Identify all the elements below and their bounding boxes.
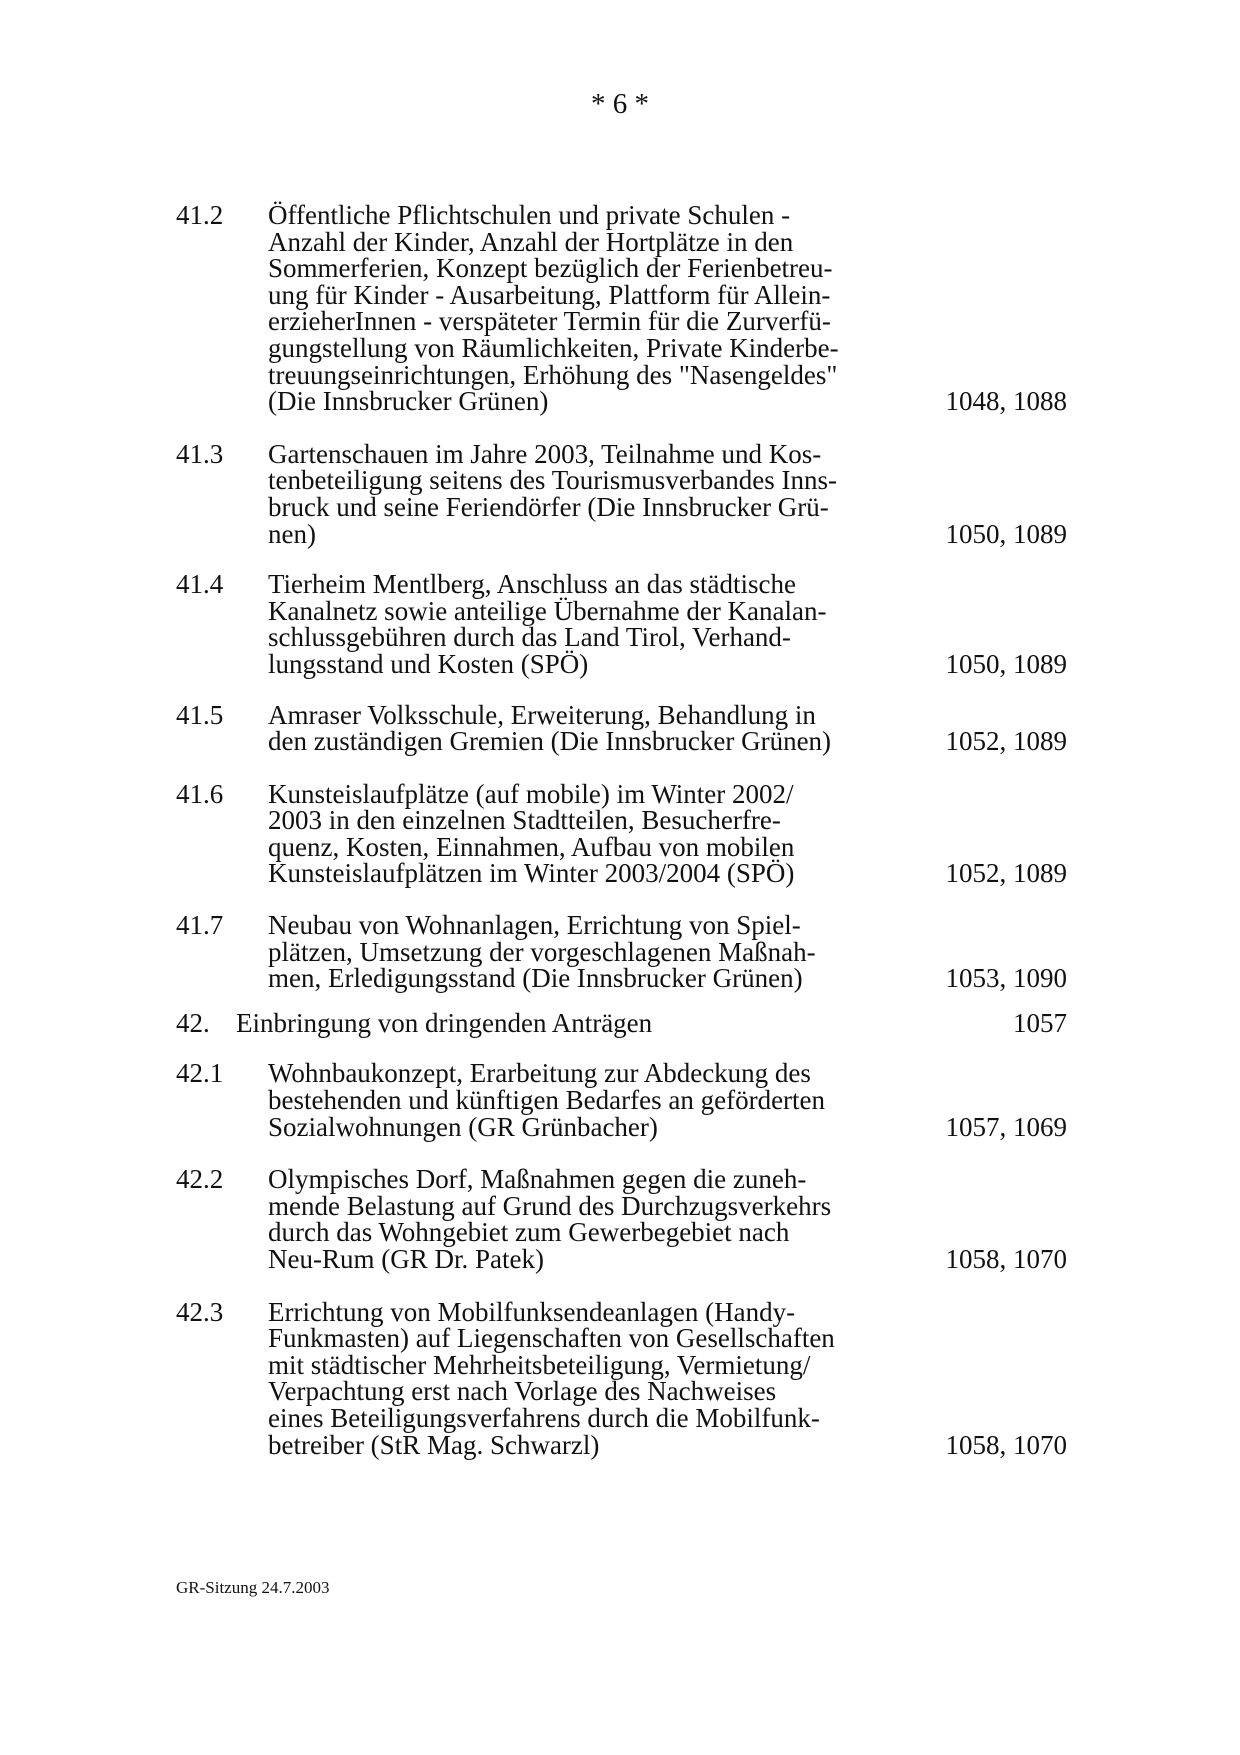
- entry-page-numbers: 1052, 1089: [945, 858, 1067, 889]
- entry-description-line: den zuständigen Gremien (Die Innsbrucker Grünen): [268, 726, 832, 757]
- toc-section-heading: [176, 1007, 1067, 1038]
- entry-description-line: Anzahl der Kinder, Anzahl der Hortplätze in den: [268, 226, 794, 257]
- entry-description-line: men, Erledigungsstand (Die Innsbrucker Grünen): [268, 963, 803, 994]
- entry-page-numbers: 1050, 1089: [945, 648, 1067, 679]
- section-title-text: Einbringung von dringenden Anträgen: [236, 1007, 653, 1038]
- entry-number: 42.2: [176, 1164, 224, 1195]
- toc-entry: [176, 1296, 1067, 1460]
- entry-description-line: gungstellung von Räumlichkeiten, Private Kinderbe-: [268, 332, 839, 363]
- entry-description-line: betreiber (StR Mag. Schwarzl): [268, 1429, 600, 1460]
- entry-description: [268, 1296, 874, 1460]
- entry-description-line: Kunsteislaufplätzen im Winter 2003/2004 (SPÖ): [268, 858, 795, 889]
- table-of-contents: [176, 202, 1067, 1458]
- entry-description-line: plätzen, Umsetzung der vorgeschlagenen Maßnah-: [268, 936, 816, 967]
- entry-description-line: Errichtung von Mobilfunksendeanlagen (Handy-: [268, 1296, 796, 1327]
- entry-description-line: nen): [268, 518, 316, 549]
- toc-entry: [176, 438, 1067, 549]
- entry-description-line: ung für Kinder - Ausarbeitung, Plattform für Allein-: [268, 279, 831, 310]
- entry-description-line: 2003 in den einzelnen Stadtteilen, Besucherfre-: [268, 805, 781, 836]
- entry-number: 41.7: [176, 910, 224, 941]
- entry-description-line: mit städtischer Mehrheitsbeteiligung, Vermietung/: [268, 1349, 811, 1380]
- entry-description-line: quenz, Kosten, Einnahmen, Aufbau von mobilen: [268, 831, 795, 862]
- entry-description-line: Verpachtung erst nach Vorlage des Nachweises: [268, 1376, 777, 1407]
- entry-description-line: Sozialwohnungen (GR Grünbacher): [268, 1111, 658, 1142]
- toc-entry: [176, 699, 1067, 757]
- entry-page-numbers: 1058, 1070: [945, 1244, 1067, 1274]
- entry-description-line: bestehenden und künftigen Bedarfes an geförderten: [268, 1085, 826, 1116]
- entry-description-line: Olympisches Dorf, Maßnahmen gegen die zuneh-: [268, 1164, 807, 1195]
- entry-description: [268, 438, 874, 549]
- entry-description-line: Amraser Volksschule, Erweiterung, Behandlung in: [268, 699, 816, 730]
- entry-description: [268, 699, 874, 757]
- entry-number: 42.1: [176, 1058, 224, 1089]
- toc-entry: [176, 1060, 1067, 1140]
- entry-number: 41.5: [176, 699, 224, 730]
- entry-number: 42.3: [176, 1296, 224, 1327]
- entry-page-numbers: 1052, 1089: [945, 726, 1067, 757]
- entry-description-line: Wohnbaukonzept, Erarbeitung zur Abdeckung des: [268, 1058, 811, 1089]
- toc-entry: [176, 1166, 1067, 1272]
- entry-description-line: Gartenschauen im Jahre 2003, Teilnahme und Kos-: [268, 438, 822, 469]
- entry-description-line: Öffentliche Pflichtschulen und private Schulen -: [268, 200, 791, 230]
- entry-description-line: Kanalnetz sowie anteilige Übernahme der Kanalan-: [268, 595, 827, 626]
- section-title: [176, 1007, 1067, 1038]
- entry-description-line: bruck und seine Feriendörfer (Die Innsbrucker Grü-: [268, 491, 829, 522]
- entry-description: [268, 571, 874, 677]
- toc-entry: [176, 202, 1067, 415]
- entry-description-line: treuungseinrichtungen, Erhöhung des "Nasengeldes": [268, 359, 838, 390]
- section-number: 42.: [176, 1007, 210, 1038]
- footer-session-date: GR-Sitzung 24.7.2003: [176, 1578, 330, 1597]
- entry-page-numbers: 1057, 1069: [945, 1111, 1067, 1142]
- entry-description: [268, 1060, 874, 1140]
- entry-description-line: Sommerferien, Konzept bezüglich der Ferienbetreu-: [268, 253, 833, 284]
- page-number: * 6 *: [591, 88, 649, 120]
- entry-description-line: Tierheim Mentlberg, Anschluss an das städtische: [268, 569, 796, 600]
- entry-description-line: durch das Wohngebiet zum Gewerbegebiet nach: [268, 1217, 790, 1248]
- entry-description-line: Neubau von Wohnanlagen, Errichtung von Spiel-: [268, 910, 801, 941]
- entry-page-numbers: 1048, 1088: [945, 386, 1067, 417]
- entry-description-line: mende Belastung auf Grund des Durchzugsverkehrs: [268, 1190, 832, 1221]
- entry-description-line: Kunsteislaufplätze (auf mobile) im Winter 2002/: [268, 778, 794, 809]
- entry-page-numbers: 1050, 1089: [945, 518, 1067, 549]
- entry-description-line: lungsstand und Kosten (SPÖ): [268, 648, 589, 679]
- entry-number: 41.6: [176, 778, 224, 809]
- entry-description-line: eines Beteiligungsverfahrens durch die Mobilfunk-: [268, 1402, 820, 1433]
- entry-number: 41.2: [176, 200, 224, 230]
- toc-entry: [176, 571, 1067, 677]
- entry-number: 41.3: [176, 438, 224, 469]
- entry-description-line: schlussgebühren durch das Land Tirol, Verhand-: [268, 622, 791, 653]
- entry-description: [268, 202, 874, 415]
- entry-description: [268, 778, 874, 889]
- entry-page-numbers: 1058, 1070: [945, 1429, 1067, 1460]
- entry-description-line: tenbeteiligung seitens des Tourismusverbandes Inns-: [268, 465, 838, 496]
- entry-description-line: Neu-Rum (GR Dr. Patek): [268, 1244, 544, 1274]
- entry-description-line: Funkmasten) auf Liegenschaften von Gesellschaften: [268, 1323, 835, 1354]
- entry-page-numbers: 1053, 1090: [945, 963, 1067, 994]
- entry-description: [268, 1166, 874, 1272]
- entry-description-line: (Die Innsbrucker Grünen): [268, 386, 549, 417]
- toc-entry: [176, 912, 1067, 992]
- entry-page-numbers: 1057: [1013, 1007, 1067, 1038]
- toc-entry: [176, 778, 1067, 889]
- entry-number: 41.4: [176, 569, 224, 600]
- entry-description-line: erzieherInnen - verspäteter Termin für die Zurverfü-: [268, 306, 831, 337]
- entry-description: [268, 912, 874, 992]
